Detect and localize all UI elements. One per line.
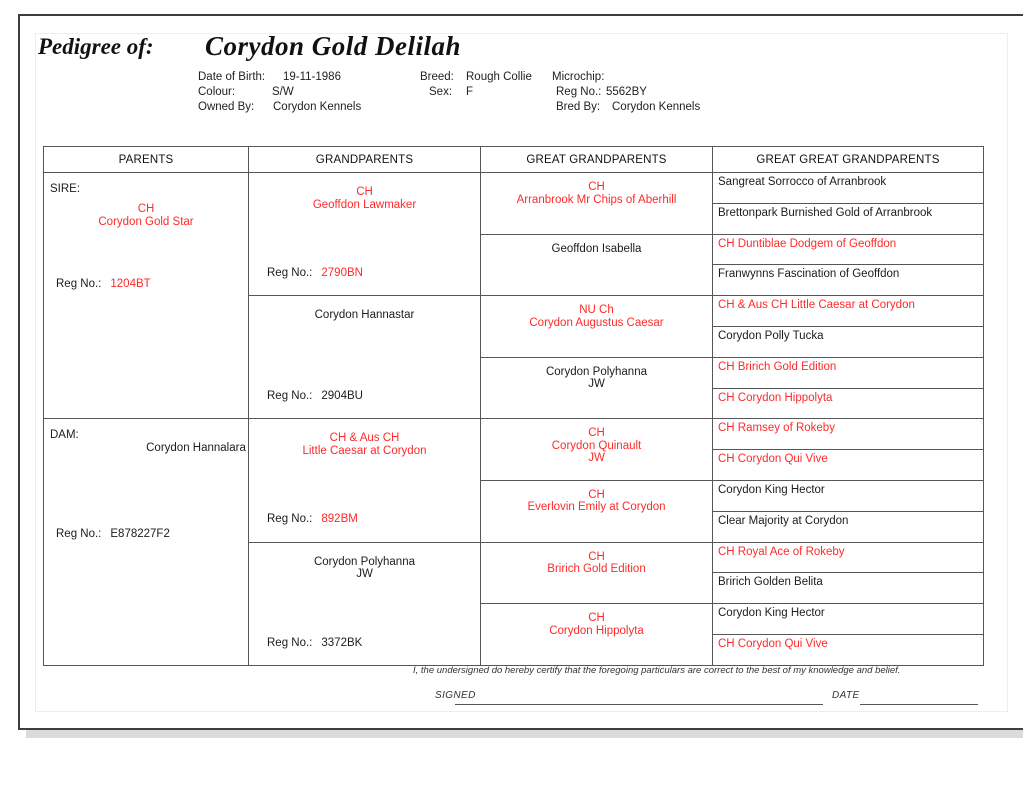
- dam-label: DAM:: [50, 429, 79, 442]
- signed-signature-line: [455, 704, 823, 705]
- sire-label: SIRE:: [50, 183, 81, 195]
- great-grandparent-name: CH Bririch Gold Edition: [547, 550, 646, 576]
- bred-by-label: Bred By:: [556, 101, 601, 113]
- ancestor-name: Sangreat Sorrocco of Arranbrook: [718, 176, 887, 188]
- sire-name: CH Corydon Gold Star: [98, 203, 194, 228]
- sex-label: Sex:: [429, 86, 453, 98]
- great-great-grandparent-cell: [713, 542, 984, 573]
- great-grandparent-name: CH Corydon Hippolyta: [549, 612, 644, 637]
- grandparent-name: Corydon Hannastar: [314, 309, 415, 322]
- dam-cell: [44, 419, 249, 665]
- grandparent-name: CH Geoffdon Lawmaker: [312, 186, 417, 211]
- ancestor-name: Corydon King Hector: [718, 483, 825, 496]
- grandparent-reg-no: Reg No.: 2904BU: [267, 390, 363, 403]
- great-great-grandparent-cell: [713, 296, 984, 327]
- great-grandparent-name: CH Everlovin Emily at Corydon: [527, 488, 666, 514]
- bred-by-value: Corydon Kennels: [612, 101, 701, 113]
- great-grandparent-cell: [481, 604, 713, 666]
- ancestor-name: Franwynns Fascination of Geoffdon: [718, 268, 900, 281]
- great-great-grandparent-cell: [713, 604, 984, 635]
- great-great-grandparent-cell: [713, 480, 984, 511]
- grandparent-cell: [249, 296, 481, 419]
- ancestor-name: CH & Aus CH Little Caesar at Corydon: [718, 299, 915, 312]
- grandparent-cell: [249, 419, 481, 542]
- signed-label: SIGNED: [435, 690, 476, 701]
- date-label: DATE: [832, 690, 860, 701]
- table-row: [44, 419, 984, 450]
- grandparent-reg-no: Reg No.: 2790BN: [267, 267, 363, 279]
- great-great-grandparent-cell: [713, 419, 984, 450]
- date-of-birth-label: Date of Birth:: [198, 71, 266, 83]
- ancestor-name: CH Royal Ace of Rokeby: [718, 545, 845, 558]
- breed-label: Breed:: [420, 71, 454, 83]
- great-great-grandparent-cell: [713, 573, 984, 604]
- great-grandparent-cell: [481, 173, 713, 235]
- great-great-grandparent-cell: [713, 450, 984, 481]
- ancestor-name: Brettonpark Burnished Gold of Arranbrook: [718, 206, 933, 219]
- great-great-grandparent-cell: [713, 234, 984, 265]
- grandparent-cell: [249, 173, 481, 296]
- column-header-parents: PARENTS: [44, 147, 249, 173]
- ancestor-name: CH Bririch Gold Edition: [718, 360, 837, 373]
- great-grandparent-name: NU Ch Corydon Augustus Caesar: [529, 304, 664, 329]
- sex-value: F: [466, 86, 474, 98]
- sire-reg-no: Reg No.: 1204BT: [56, 278, 151, 290]
- great-great-grandparent-cell: [713, 326, 984, 357]
- great-grandparent-cell: [481, 419, 713, 481]
- table-row: [44, 173, 984, 204]
- grandparent-cell: [249, 542, 481, 665]
- great-grandparent-cell: [481, 357, 713, 419]
- ancestor-name: CH Corydon Qui Vive: [718, 637, 828, 650]
- date-of-birth-value: 19-11-1986: [283, 71, 341, 83]
- microchip-label: Microchip:: [552, 71, 605, 83]
- owned-by-value: Corydon Kennels: [273, 101, 362, 113]
- pedigree-table: [43, 146, 984, 666]
- dam-reg-no: Reg No.: E878227F2: [56, 528, 170, 541]
- great-grandparent-cell: [481, 296, 713, 358]
- ancestor-name: CH Duntiblae Dodgem of Geoffdon: [718, 237, 897, 250]
- great-grandparent-cell: [481, 542, 713, 604]
- owned-by-label: Owned By:: [198, 101, 255, 113]
- great-grandparent-name: Geoffdon Isabella: [551, 242, 642, 255]
- column-header-great-great-grandparents: GREAT GREAT GRANDPARENTS: [713, 147, 984, 173]
- header-row: [44, 147, 984, 173]
- certificate-sheet: [18, 14, 1023, 730]
- breed-value: Rough Collie: [466, 71, 532, 83]
- great-great-grandparent-cell: [713, 511, 984, 542]
- ancestor-name: Corydon King Hector: [718, 607, 825, 620]
- great-great-grandparent-cell: [713, 203, 984, 234]
- column-header-grandparents: GRANDPARENTS: [249, 147, 481, 173]
- ancestor-name: Corydon Polly Tucka: [718, 329, 824, 342]
- page-title-prefix: Pedigree of:: [38, 34, 154, 59]
- ancestor-name: Bririch Golden Belita: [718, 576, 823, 589]
- dog-name: Corydon Gold Delilah: [205, 31, 462, 61]
- sire-cell: [44, 173, 249, 419]
- grandparent-name: CH & Aus CH Little Caesar at Corydon: [302, 432, 427, 457]
- reg-no-label: Reg No.:: [556, 86, 602, 98]
- grandparent-reg-no: Reg No.: 3372BK: [267, 636, 363, 649]
- ancestor-name: CH Corydon Hippolyta: [718, 391, 833, 404]
- great-grandparent-name: CH Corydon Quinault JW: [551, 427, 642, 465]
- colour-label: Colour:: [198, 86, 236, 98]
- great-grandparent-cell: [481, 234, 713, 296]
- colour-value: S/W: [272, 86, 294, 98]
- date-signature-line: [860, 704, 978, 705]
- dam-name: Corydon Hannalara: [146, 442, 246, 455]
- great-great-grandparent-cell: [713, 634, 984, 665]
- grandparent-reg-no: Reg No.: 892BM: [267, 513, 358, 526]
- ancestor-name: CH Corydon Qui Vive: [718, 453, 828, 466]
- great-grandparent-name: Corydon Polyhanna JW: [545, 365, 647, 391]
- great-grandparent-name: CH Arranbrook Mr Chips of Aberhill: [516, 181, 677, 206]
- ancestor-name: CH Ramsey of Rokeby: [718, 422, 835, 435]
- certification-statement: I, the undersigned do hereby certify that the foregoing particulars are correct to the best of my knowledge and belief.: [413, 665, 901, 676]
- great-grandparent-cell: [481, 480, 713, 542]
- great-great-grandparent-cell: [713, 388, 984, 419]
- reg-no-value: 5562BY: [606, 86, 647, 98]
- great-great-grandparent-cell: [713, 357, 984, 388]
- column-header-great-grandparents: GREAT GRANDPARENTS: [481, 147, 713, 173]
- ancestor-name: Clear Majority at Corydon: [718, 514, 849, 527]
- great-great-grandparent-cell: [713, 173, 984, 204]
- grandparent-name: Corydon Polyhanna JW: [313, 555, 415, 581]
- great-great-grandparent-cell: [713, 265, 984, 296]
